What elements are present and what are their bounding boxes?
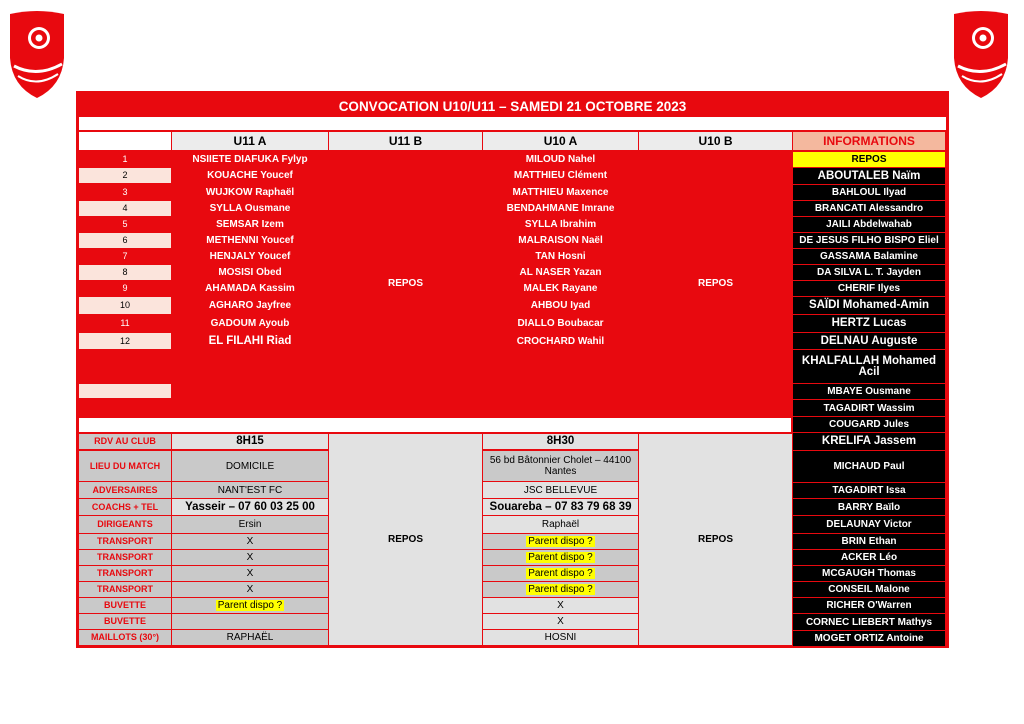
- info-player: MICHAUD Paul: [793, 451, 945, 482]
- info-player: COUGARD Jules: [793, 417, 945, 432]
- info-player: CORNEC LIEBERT Mathys: [793, 614, 945, 630]
- parent-dispo-highlight: Parent dispo ?: [217, 600, 283, 611]
- u10a-player: AHBOU Iyad: [483, 297, 638, 314]
- roster-number: 1: [79, 152, 171, 167]
- info-player: MCGAUGH Thomas: [793, 566, 945, 581]
- club-logo-left: [6, 8, 68, 100]
- u11a-logistics: 8H15: [172, 434, 328, 449]
- u10a-player: DIALLO Boubacar: [483, 315, 638, 332]
- u11a-player: WUJKOW Raphaël: [172, 184, 328, 200]
- u10a-logistics: 56 bd Bâtonnier Cholet – 44100 Nantes: [483, 451, 638, 481]
- logistics-label: TRANSPORT: [79, 566, 171, 581]
- club-logo-right: [950, 8, 1012, 100]
- logistics-label: COACHS + TEL: [79, 499, 171, 515]
- u10a-logistics: Souareba – 07 83 79 68 39: [483, 499, 638, 515]
- info-player: HERTZ Lucas: [793, 315, 945, 332]
- info-player: JAILI Abdelwahab: [793, 217, 945, 232]
- u11a-player-empty: [172, 399, 328, 415]
- parent-dispo-highlight: Parent dispo ?: [528, 536, 593, 547]
- u10a-player: SYLLA Ibrahim: [483, 217, 638, 232]
- logistics-label: MAILLOTS (30°): [79, 630, 171, 645]
- u11a-logistics: Yasseir – 07 60 03 25 00: [172, 499, 328, 515]
- u10b-logistics-status: REPOS: [639, 434, 792, 645]
- u10a-logistics: [483, 566, 638, 581]
- roster-number: 6: [79, 233, 171, 248]
- u11a-logistics: NANT'EST FC: [172, 482, 328, 498]
- u11a-logistics: X: [172, 566, 328, 581]
- roster-number: 11: [79, 315, 171, 332]
- u11a-player: GADOUM Ayoub: [172, 315, 328, 332]
- u10a-player-empty: [483, 399, 638, 415]
- header-blank: [79, 132, 171, 150]
- info-player: DELNAU Auguste: [793, 333, 945, 349]
- u10a-logistics: JSC BELLEVUE: [483, 482, 638, 498]
- spacer-row: [79, 117, 946, 130]
- u10a-player: MILOUD Nahel: [483, 152, 638, 167]
- roster-number: 5: [79, 217, 171, 232]
- u11a-player: KOUACHE Youcef: [172, 168, 328, 183]
- u11a-player: AHAMADA Kassim: [172, 281, 328, 296]
- u11a-player: EL FILAHI Riad: [172, 333, 328, 349]
- u10a-player: MATTHIEU Clément: [483, 168, 638, 183]
- u10a-player: MATTHIEU Maxence: [483, 184, 638, 200]
- u10a-logistics: Raphaël: [483, 516, 638, 533]
- u10a-logistics: X: [483, 614, 638, 629]
- u10a-logistics: [483, 582, 638, 597]
- u10a-player: MALEK Rayane: [483, 281, 638, 296]
- u11a-logistics: RAPHAËL: [172, 630, 328, 645]
- u10a-player: BENDAHMANE Imrane: [483, 201, 638, 216]
- roster-number: 8: [79, 265, 171, 280]
- info-player: KRELIFA Jassem: [793, 433, 945, 450]
- u10b-status: REPOS: [639, 152, 792, 415]
- u11a-player: NSIIETE DIAFUKA Fylyp: [172, 152, 328, 167]
- roster-number: 9: [79, 281, 171, 296]
- u11a-logistics: [172, 598, 328, 613]
- roster-number: 2: [79, 168, 171, 183]
- u11a-player: SYLLA Ousmane: [172, 201, 328, 216]
- parent-dispo-highlight: Parent dispo ?: [528, 552, 593, 563]
- header-u10a: U10 A: [483, 132, 638, 150]
- info-player: CHERIF Ilyes: [793, 281, 945, 296]
- roster-number: 12: [79, 333, 171, 349]
- logistics-label: BUVETTE: [79, 614, 171, 629]
- info-player: GASSAMA Balamine: [793, 249, 945, 264]
- u11a-player: HENJALY Youcef: [172, 249, 328, 264]
- roster-number-empty: [79, 350, 171, 383]
- u10a-logistics: 8H30: [483, 434, 638, 449]
- u10a-player: MALRAISON Naël: [483, 233, 638, 248]
- u11a-logistics: X: [172, 550, 328, 565]
- info-player: DE JESUS FILHO BISPO Eliel: [793, 233, 945, 248]
- u11a-player-empty: [172, 350, 328, 383]
- roster-number: 7: [79, 249, 171, 264]
- info-player: DA SILVA L. T. Jayden: [793, 265, 945, 280]
- logistics-label: RDV AU CLUB: [79, 434, 171, 449]
- logistics-label: TRANSPORT: [79, 534, 171, 549]
- u11a-player-empty: [172, 384, 328, 398]
- logistics-label: TRANSPORT: [79, 550, 171, 565]
- roster-number-empty: [79, 384, 171, 398]
- info-player: TAGADIRT Issa: [793, 483, 945, 498]
- header-u11a: U11 A: [172, 132, 328, 150]
- u10a-player: CROCHARD Wahil: [483, 333, 638, 349]
- u10a-logistics: HOSNI: [483, 630, 638, 645]
- u10a-logistics: [483, 534, 638, 549]
- parent-dispo-highlight: Parent dispo ?: [528, 568, 593, 579]
- info-player: BRIN Ethan: [793, 534, 945, 549]
- info-player: CONSEIL Malone: [793, 582, 945, 597]
- u11b-status: REPOS: [329, 152, 482, 415]
- u11a-player: MOSISI Obed: [172, 265, 328, 280]
- u11a-player: METHENNI Youcef: [172, 233, 328, 248]
- info-player: MBAYE Ousmane: [793, 384, 945, 399]
- info-player: SAÏDI Mohamed-Amin: [793, 297, 945, 314]
- u10a-logistics: [483, 550, 638, 565]
- u11a-logistics: X: [172, 582, 328, 597]
- u10a-logistics: X: [483, 598, 638, 613]
- u10a-player-empty: [483, 350, 638, 383]
- header-u11b: U11 B: [329, 132, 482, 150]
- u11a-player: SEMSAR Izem: [172, 217, 328, 232]
- u11a-logistics: DOMICILE: [172, 451, 328, 481]
- u11a-logistics: X: [172, 534, 328, 549]
- roster-number: 3: [79, 184, 171, 200]
- logistics-label: BUVETTE: [79, 598, 171, 613]
- logistics-label: TRANSPORT: [79, 582, 171, 597]
- u10a-player: AL NASER Yazan: [483, 265, 638, 280]
- separator-row: [79, 418, 791, 432]
- info-player: ABOUTALEB Naïm: [793, 168, 945, 184]
- convocation-sheet: [76, 91, 949, 648]
- info-player: RICHER O'Warren: [793, 598, 945, 613]
- roster-number-empty: [79, 399, 171, 415]
- header-u10b: U10 B: [639, 132, 792, 150]
- header-informations: INFORMATIONS: [793, 132, 945, 150]
- parent-dispo-highlight: Parent dispo ?: [528, 584, 593, 595]
- info-player: ACKER Léo: [793, 550, 945, 565]
- u10a-player-empty: [483, 384, 638, 398]
- u11b-logistics-status: REPOS: [329, 434, 482, 645]
- roster-number: 4: [79, 201, 171, 216]
- info-player: BRANCATI Alessandro: [793, 201, 945, 216]
- logistics-label: DIRIGEANTS: [79, 516, 171, 533]
- u11a-player: AGHARO Jayfree: [172, 297, 328, 314]
- sheet-title: CONVOCATION U10/U11 – SAMEDI 21 OCTOBRE 2023: [338, 98, 687, 114]
- info-repos: REPOS: [793, 152, 945, 167]
- info-player: BARRY Baïlo: [793, 499, 945, 515]
- info-player: MOGET ORTIZ Antoine: [793, 631, 945, 646]
- info-player: KHALFALLAH Mohamed Acil: [793, 350, 945, 383]
- info-player: TAGADIRT Wassim: [793, 400, 945, 416]
- info-player: DELAUNAY Victor: [793, 516, 945, 533]
- u10a-player: TAN Hosni: [483, 249, 638, 264]
- roster-number: 10: [79, 297, 171, 314]
- info-player: BAHLOUL Ilyad: [793, 185, 945, 200]
- u11a-logistics: [172, 614, 328, 629]
- logistics-label: LIEU DU MATCH: [79, 451, 171, 481]
- u11a-logistics: Ersin: [172, 516, 328, 533]
- logistics-label: ADVERSAIRES: [79, 482, 171, 498]
